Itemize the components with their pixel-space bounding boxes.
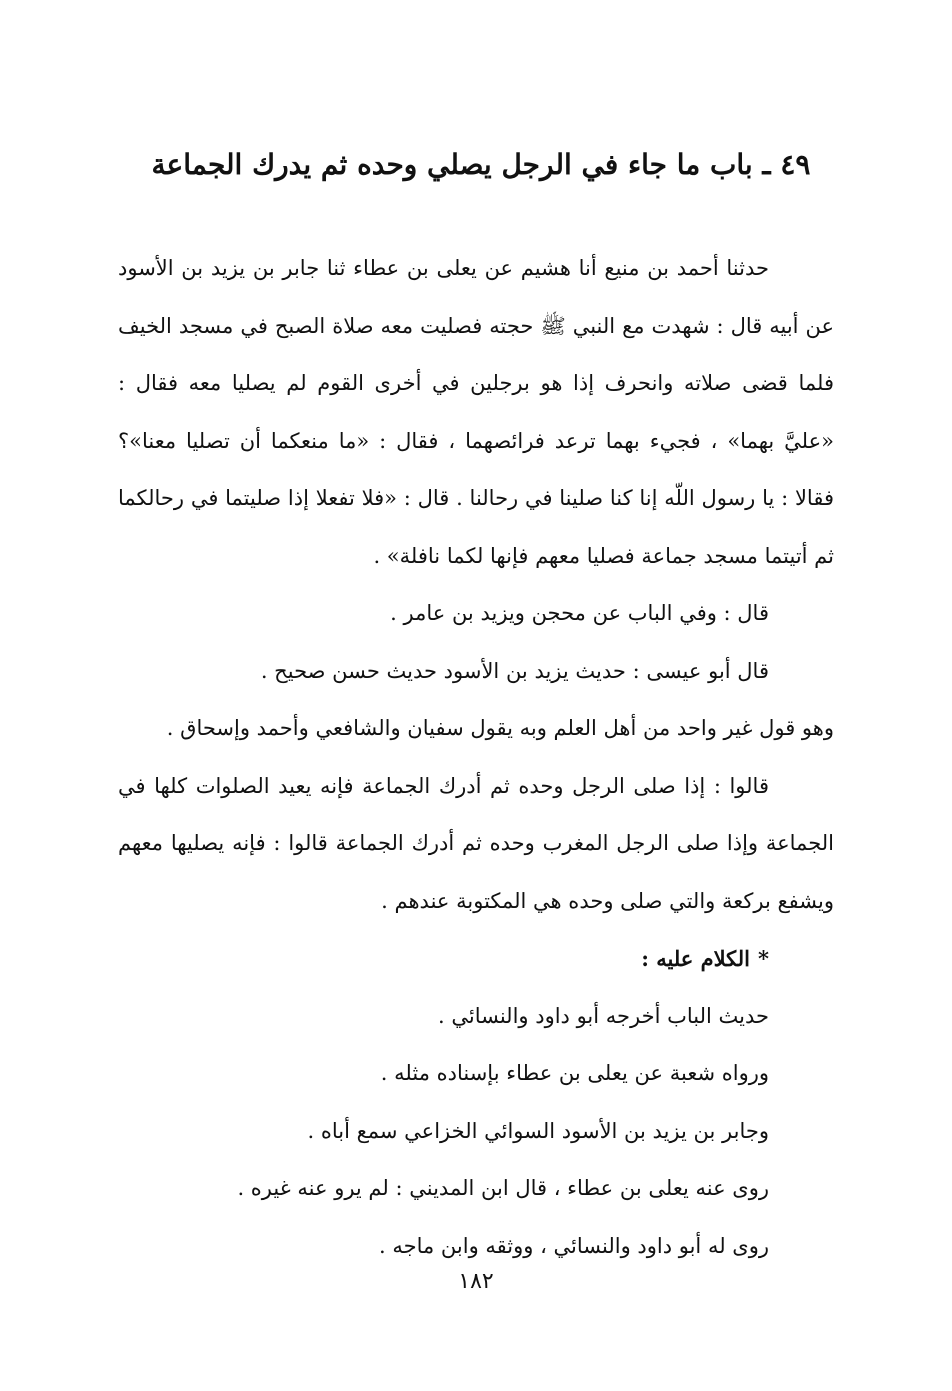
commentary-line: حديث الباب أخرجه أبو داود والنسائي . — [438, 1003, 769, 1028]
grading-note: قال أبو عيسى : حديث يزيد بن الأسود حديث حسن صحيح . — [260, 658, 769, 683]
commentary-line: ورواه شعبة عن يعلى بن عطاء بإسناده مثله . — [380, 1061, 769, 1085]
star-icon: * — [758, 946, 769, 971]
page-number: ١٨٢ — [458, 1269, 494, 1294]
scholars-opinion: وهو قول غير واحد من أهل العلم وبه يقول سفيان والشافعي وأحمد وإسحاق . — [166, 716, 834, 740]
main-text — [118, 240, 834, 1275]
commentary-line: وجابر بن يزيد بن الأسود السوائي الخزاعي سمع أباه . — [307, 1118, 769, 1143]
commentary-line: روى له أبو داود والنسائي ، ووثقه وابن ماجه . — [378, 1233, 769, 1258]
ruling-paragraph: قالوا : إذا صلى الرجل وحده ثم أدرك الجماعة فإنه يعيد الصلوات كلها في الجماعة وإذا صلى الرجل المغرب وحده ثم أدرك الجماعة قالوا : فإنه يصليها معهم ويشفع بركعة والتي صلى وحده هي المكتوبة عندهم . — [118, 773, 834, 913]
commentary-line: روى عنه يعلى بن عطاء ، قال ابن المديني : لم يرو عنه غيره . — [237, 1176, 769, 1200]
chapter-title: ٤٩ ـ باب ما جاء في الرجل يصلي وحده ثم يدرك الجماعة — [151, 148, 811, 181]
hadith-paragraph: حدثنا أحمد بن منيع أنا هشيم عن يعلى بن عطاء ثنا جابر بن يزيد بن الأسود عن أبيه قال : شهدت مع النبي ﷺ حجته فصليت معه صلاة الصبح في مسجد الخيف فلما قضى صلاته وانحرف إذا هو برجلين في أخرى القوم لم يصليا معه فقال : «عليَّ بهما» ، فجيء بهما ترعد فرائصهما ، فقال : «ما منعكما أن تصليا معنا»؟ فقالا : يا رسول اللّه إنا كنا صلينا في رحالنا . قال : «فلا تفعلا إذا صليتما في رحالكما ثم أتيتما مسجد جماعة فصليا معهم فإنها لكما نافلة» . — [118, 256, 834, 568]
commentary-heading — [118, 930, 834, 988]
chapter-note: قال : وفي الباب عن محجن ويزيد بن عامر . — [390, 601, 769, 625]
commentary-heading-label: الكلام عليه : — [641, 946, 751, 971]
